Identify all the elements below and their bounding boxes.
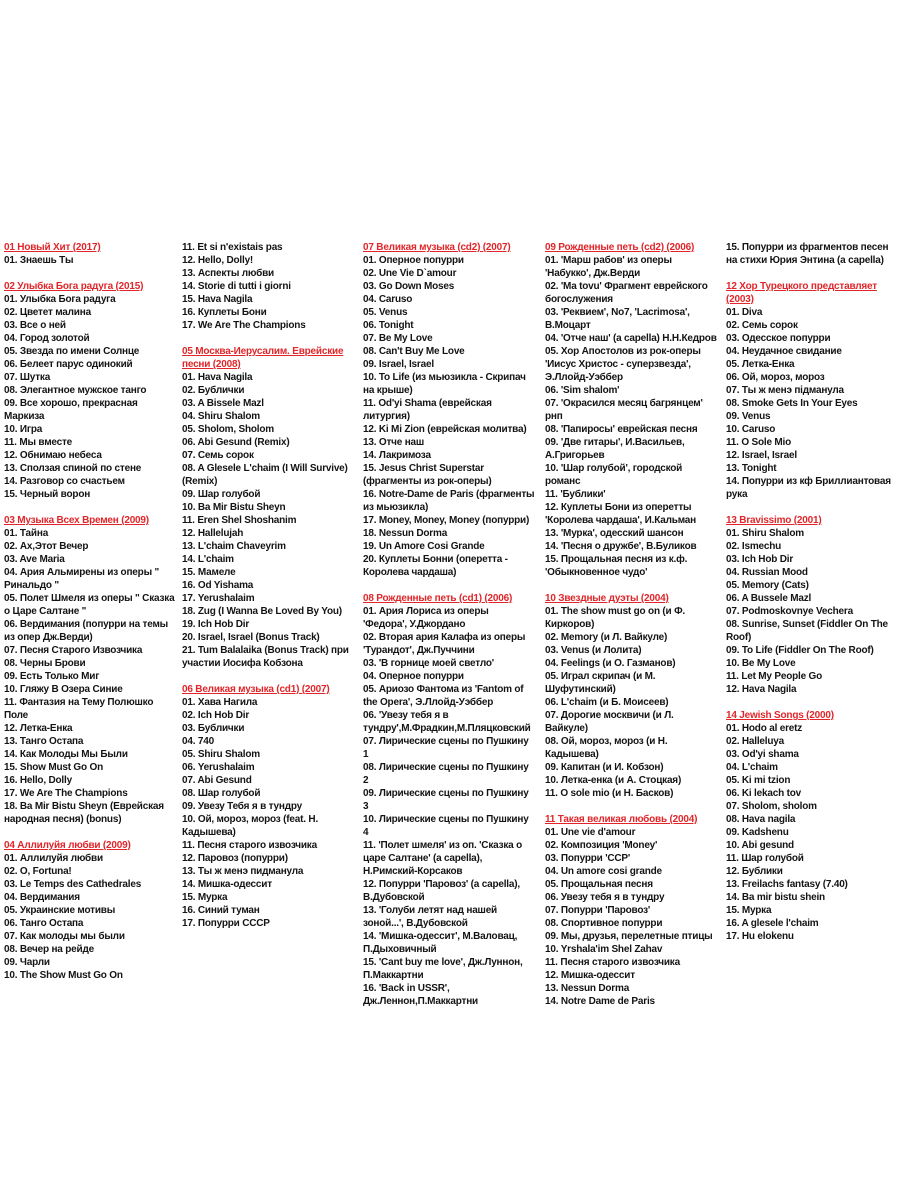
album-title: 05 Москва-Иерусалим. Еврейские песни (2008) <box>182 346 344 370</box>
track-list <box>4 527 176 826</box>
track-item: 05. Sholom, Sholom <box>182 424 274 435</box>
track-item: 08. Hava nagila <box>726 814 796 825</box>
track-item: 02. Ismechu <box>726 541 782 552</box>
track-item: 17. We Are The Champions <box>4 788 128 799</box>
track-item: 13. L'chaim Chaveyrim <box>182 541 286 552</box>
track-item: 01. Ария Лориса из оперы 'Федора', У.Джордано <box>363 606 489 630</box>
track-item: 01. Diva <box>726 307 763 318</box>
track-item: 10. Abi gesund <box>726 840 794 851</box>
album-section <box>726 514 898 696</box>
album-title: 02 Улыбка Бога радуга (2015) <box>4 281 144 292</box>
track-item: 07. Podmoskovnye Vechera <box>726 606 853 617</box>
track-item: 02. Бублички <box>182 385 245 396</box>
track-item: 11. Мы вместе <box>4 437 73 448</box>
track-item: 10. Be My Love <box>726 658 796 669</box>
track-list <box>363 254 535 579</box>
album-title: 09 Рожденные петь (cd2) (2006) <box>545 242 695 253</box>
track-item: 12. Israel, Israel <box>726 450 797 461</box>
album-section <box>182 683 354 930</box>
track-item: 08. Спортивное попурри <box>545 918 663 929</box>
track-item: 01. Аллилуйя любви <box>4 853 103 864</box>
tracklist-sheet <box>4 241 896 1007</box>
section-gap <box>726 267 898 280</box>
section-gap <box>182 332 354 345</box>
track-item: 14. Notre Dame de Paris <box>545 996 655 1007</box>
track-item: 10. Лирические сцены по Пушкину 4 <box>363 814 529 838</box>
track-item: 13. 'Голуби летят над нашей зоной...', В.Дубовской <box>363 905 498 929</box>
track-item: 15. Hava Nagila <box>182 294 253 305</box>
album-section <box>182 345 354 670</box>
track-item: 13. Отче наш <box>363 437 425 448</box>
track-item: 01. Hodo al eretz <box>726 723 803 734</box>
track-item: 10. Caruso <box>726 424 776 435</box>
section-gap <box>4 267 176 280</box>
track-item: 16. Od Yishama <box>182 580 254 591</box>
track-item: 09. Шар голубой <box>182 489 261 500</box>
album-title: 06 Великая музыка (cd1) (2007) <box>182 684 330 695</box>
section-gap <box>363 579 535 592</box>
track-item: 05. Полет Шмеля из оперы " Сказка о Царе Салтане " <box>4 593 175 617</box>
track-item: 13. Nessun Dorma <box>545 983 630 994</box>
album-section <box>726 241 898 267</box>
track-item: 12. Hava Nagila <box>726 684 797 695</box>
track-item: 11. Фантазия на Тему Полюшко Поле <box>4 697 154 721</box>
track-item: 15. Черный ворон <box>4 489 91 500</box>
track-item: 05. Украинские мотивы <box>4 905 116 916</box>
album-section <box>545 813 717 1008</box>
track-item: 07. 'Окрасился месяц багрянцем' рнп <box>545 398 703 422</box>
track-item: 05. Играл скрипач (и М. Шуфутинский) <box>545 671 656 695</box>
track-item: 03. Ave Maria <box>4 554 65 565</box>
album-title: 14 Jewish Songs (2000) <box>726 710 834 721</box>
track-item: 04. Неудачное свидание <box>726 346 842 357</box>
track-list <box>726 527 898 696</box>
album-section <box>4 241 176 267</box>
tracklist-column-1 <box>4 241 176 982</box>
track-item: 10. Yrshala'im Shel Zahav <box>545 944 663 955</box>
track-item: 05. Shiru Shalom <box>182 749 260 760</box>
track-item: 02. Вторая ария Калафа из оперы 'Турандот', Дж.Пуччини <box>363 632 526 656</box>
section-gap <box>545 800 717 813</box>
tracklist-column-2 <box>182 241 354 930</box>
track-item: 08. Smoke Gets In Your Eyes <box>726 398 858 409</box>
track-item: 06. Abi Gesund (Remix) <box>182 437 290 448</box>
track-item: 13. 'Мурка', одесский шансон <box>545 528 684 539</box>
track-item: 14. Storie di tutti i giorni <box>182 281 291 292</box>
track-item: 16. Hello, Dolly <box>4 775 72 786</box>
section-gap <box>726 696 898 709</box>
track-item: 06. 'Увезу тебя я в тундру',М.Фрадкин,М.Пляцковский <box>363 710 531 734</box>
track-item: 15. 'Cant buy me love', Дж.Луннон, П.Маккартни <box>363 957 523 981</box>
album-title: 07 Великая музыка (cd2) (2007) <box>363 242 511 253</box>
track-item: 10. To Life (из мьюзикла - Скрипач на крыше) <box>363 372 526 396</box>
track-item: 04. Оперное попурри <box>363 671 464 682</box>
track-list <box>4 852 176 982</box>
track-item: 07. Лирические сцены по Пушкину 1 <box>363 736 529 760</box>
track-item: 14. 'Мишка-одессит', М.Валовац, П.Дыховичный <box>363 931 518 955</box>
track-item: 08. A Glesele L'chaim (I Will Survive) (Remix) <box>182 463 348 487</box>
track-item: 14. L'chaim <box>182 554 234 565</box>
track-item: 05. Ki mi tzion <box>726 775 791 786</box>
track-item: 06. 'Sim shalom' <box>545 385 620 396</box>
track-item: 14. Ba mir bistu shein <box>726 892 825 903</box>
album-title: 01 Новый Хит (2017) <box>4 242 101 253</box>
track-item: 13. Аспекты любви <box>182 268 274 279</box>
track-item: 04. Feelings (и О. Газманов) <box>545 658 676 669</box>
track-item: 03. 'В горнице моей светло' <box>363 658 494 669</box>
track-item: 08. Черны Брови <box>4 658 86 669</box>
track-item: 09. Мы, друзья, перелетные птицы <box>545 931 713 942</box>
track-list <box>726 306 898 501</box>
track-item: 11. Et si n'existais pas <box>182 242 283 253</box>
track-item: 11. Шар голубой <box>726 853 804 864</box>
track-item: 01. Hava Nagila <box>182 372 253 383</box>
track-item: 12. Мишка-одессит <box>545 970 635 981</box>
album-title: 13 Bravissimo (2001) <box>726 515 822 526</box>
track-list <box>545 605 717 800</box>
track-list <box>545 254 717 579</box>
track-item: 09. Есть Только Миг <box>4 671 100 682</box>
track-item: 13. Ты ж менэ пидманула <box>182 866 304 877</box>
track-item: 13. Танго Остапа <box>4 736 84 747</box>
track-item: 12. Обнимаю небеса <box>4 450 102 461</box>
track-item: 03. Попурри 'CCP' <box>545 853 631 864</box>
track-item: 05. Звезда по имени Солнце <box>4 346 140 357</box>
track-item: 01. Тайна <box>4 528 49 539</box>
track-item: 18. Nessun Dorma <box>363 528 448 539</box>
track-item: 04. 'Отче наш' (a capella) Н.Н.Кедров <box>545 333 717 344</box>
track-item: 07. Be My Love <box>363 333 433 344</box>
track-item: 17. Hu elokenu <box>726 931 794 942</box>
track-item: 08. Ой, мороз, мороз (и Н. Кадышева) <box>545 736 668 760</box>
track-item: 15. Мурка <box>182 892 228 903</box>
track-item: 12. Попурри 'Паровоз' (a capella), В.Дубовской <box>363 879 520 903</box>
track-item: 07. Дорогие москвичи (и Л. Вайкуле) <box>545 710 674 734</box>
track-item: 05. Прощальная песня <box>545 879 653 890</box>
track-item: 05. Memory (Cats) <box>726 580 809 591</box>
section-gap <box>4 501 176 514</box>
track-item: 04. Ария Альмирены из оперы " Ринальдо " <box>4 567 160 591</box>
track-item: 02. Halleluya <box>726 736 784 747</box>
track-item: 15. Jesus Christ Superstar (фрагменты из рок-оперы) <box>363 463 492 487</box>
track-item: 11. Песня старого извозчика <box>545 957 680 968</box>
track-item: 14. Лакримоза <box>363 450 431 461</box>
track-item: 08. Шар голубой <box>182 788 261 799</box>
track-item: 02. Цветет малина <box>4 307 91 318</box>
track-item: 01. Знаешь Ты <box>4 255 74 266</box>
track-item: 03. Od'yi shama <box>726 749 799 760</box>
track-item: 09. 'Две гитары', И.Васильев, А.Григорьев <box>545 437 685 461</box>
album-title: 10 Звездные дуэты (2004) <box>545 593 669 604</box>
track-item: 06. Белеет парус одинокий <box>4 359 133 370</box>
track-item: 05. Хор Апостолов из рок-оперы 'Иисус Христос - суперзвезда', Э.Ллойд-Уэббер <box>545 346 701 383</box>
track-item: 09. Israel, Israel <box>363 359 434 370</box>
track-item: 02. 'Ma tovu' Фрагмент еврейского богослужения <box>545 281 708 305</box>
track-item: 15. Попурри из фрагментов песен на стихи Юрия Энтина (a capella) <box>726 242 889 266</box>
track-item: 02. Ах,Этот Вечер <box>4 541 89 552</box>
album-title: 08 Рожденные петь (cd1) (2006) <box>363 593 513 604</box>
track-list <box>726 241 898 267</box>
track-item: 01. Une vie d'amour <box>545 827 636 838</box>
track-item: 10. Игра <box>4 424 43 435</box>
track-item: 08. Can't Buy Me Love <box>363 346 465 357</box>
track-item: 01. 'Марш рабов' из оперы 'Набукко', Дж.Верди <box>545 255 672 279</box>
album-title: 04 Аллилуйя любви (2009) <box>4 840 131 851</box>
track-item: 11. Od'yi Shama (еврейская литургия) <box>363 398 492 422</box>
track-item: 01. Оперное попурри <box>363 255 464 266</box>
track-item: 04. Russian Mood <box>726 567 808 578</box>
track-item: 17. Попурри СССР <box>182 918 270 929</box>
track-item: 04. Город золотой <box>4 333 90 344</box>
section-gap <box>182 670 354 683</box>
album-title: 03 Музыка Всех Времен (2009) <box>4 515 149 526</box>
track-item: 11. O sole mio (и Н. Басков) <box>545 788 674 799</box>
section-gap <box>545 579 717 592</box>
track-item: 13. Сползая спиной по стене <box>4 463 142 474</box>
track-item: 05. Летка-Енка <box>726 359 795 370</box>
track-item: 20. Israel, Israel (Bonus Track) <box>182 632 320 643</box>
track-item: 08. 'Папиросы' еврейская песня <box>545 424 698 435</box>
tracklist-column-4 <box>545 241 717 1008</box>
track-item: 14. Попурри из кф Бриллиантовая рука <box>726 476 891 500</box>
track-item: 07. Семь сорок <box>182 450 254 461</box>
track-item: 07. Ты ж менэ пiдманула <box>726 385 844 396</box>
track-item: 03. Go Down Moses <box>363 281 455 292</box>
track-list <box>726 722 898 943</box>
album-section <box>726 280 898 501</box>
track-item: 12. Hallelujah <box>182 528 244 539</box>
track-item: 10. The Show Must Go On <box>4 970 123 981</box>
track-item: 01. Shiru Shalom <box>726 528 804 539</box>
track-item: 09. Kadshenu <box>726 827 789 838</box>
track-item: 11. 'Бублики' <box>545 489 606 500</box>
track-item: 02. O, Fortuna! <box>4 866 72 877</box>
track-item: 09. Все хорошо, прекрасная Маркиза <box>4 398 138 422</box>
track-item: 06. Yerushalaim <box>182 762 255 773</box>
track-list <box>4 254 176 267</box>
track-item: 16. Notre-Dame de Paris (фрагменты из мьюзикла) <box>363 489 535 513</box>
track-item: 06. A Bussele Mazl <box>726 593 812 604</box>
track-item: 09. Venus <box>726 411 771 422</box>
track-item: 06. L'chaim (и Б. Моисеев) <box>545 697 669 708</box>
album-section <box>182 241 354 332</box>
track-item: 14. Разговор со счастьем <box>4 476 125 487</box>
track-item: 03. Все о ней <box>4 320 66 331</box>
track-item: 01. Улыбка Бога радуга <box>4 294 116 305</box>
track-item: 16. A glesele l'chaim <box>726 918 819 929</box>
track-item: 19. Un Amore Cosi Grande <box>363 541 485 552</box>
track-item: 06. Вердимания (попурри на темы из опер Дж.Верди) <box>4 619 168 643</box>
track-item: 16. Синий туман <box>182 905 260 916</box>
album-title: 11 Такая великая любовь (2004) <box>545 814 698 825</box>
track-item: 06. Ой, мороз, мороз <box>726 372 825 383</box>
track-item: 12. Летка-Енка <box>4 723 73 734</box>
track-item: 06. Увезу тебя я в тундру <box>545 892 665 903</box>
track-item: 03. Ich Hob Dir <box>726 554 794 565</box>
track-item: 07. Попурри 'Паровоз' <box>545 905 651 916</box>
track-item: 04. Shiru Shalom <box>182 411 260 422</box>
track-item: 14. Мишка-одессит <box>182 879 272 890</box>
track-item: 07. Шутка <box>4 372 51 383</box>
tracklist-column-5 <box>726 241 898 943</box>
album-section <box>545 241 717 579</box>
track-item: 15. Мамеле <box>182 567 236 578</box>
track-item: 04. 740 <box>182 736 214 747</box>
track-item: 14. Как Молоды Мы Были <box>4 749 128 760</box>
track-item: 14. 'Песня о дружбе', В.Буликов <box>545 541 697 552</box>
track-item: 02. Композиция 'Money' <box>545 840 658 851</box>
track-item: 17. Money, Money, Money (попурри) <box>363 515 530 526</box>
track-item: 19. Ich Hob Dir <box>182 619 250 630</box>
track-item: 17. We Are The Champions <box>182 320 306 331</box>
album-section <box>4 280 176 501</box>
track-item: 18. Zug (I Wanna Be Loved By You) <box>182 606 342 617</box>
track-item: 12. Ki Mi Zion (еврейская молитва) <box>363 424 527 435</box>
track-item: 06. Tonight <box>363 320 414 331</box>
track-list <box>182 241 354 332</box>
track-item: 03. A Bissele Mazl <box>182 398 264 409</box>
track-item: 12. Бублики <box>726 866 783 877</box>
track-item: 09. Лирические сцены по Пушкину 3 <box>363 788 529 812</box>
section-gap <box>726 501 898 514</box>
track-item: 07. Sholom, sholom <box>726 801 817 812</box>
track-item: 08. Элегантное мужское танго <box>4 385 147 396</box>
album-section <box>545 592 717 800</box>
track-item: 11. Песня старого извозчика <box>182 840 317 851</box>
track-item: 07. Как молоды мы были <box>4 931 125 942</box>
track-item: 02. Une Vie D`amour <box>363 268 457 279</box>
track-item: 15. Show Must Go On <box>4 762 103 773</box>
album-section <box>4 514 176 826</box>
track-item: 05. Ариозо Фантома из 'Fantom of the Opera', Э.Ллойд-Уэббер <box>363 684 524 708</box>
album-section <box>4 839 176 982</box>
track-item: 13. Freilachs fantasy (7.40) <box>726 879 848 890</box>
track-item: 11. 'Полет шмеля' из оп. 'Сказка о царе Салтане' (a capella), Н.Римский-Корсаков <box>363 840 523 877</box>
track-item: 21. Tum Balalaika (Bonus Track) при участии Иосифа Кобзона <box>182 645 349 669</box>
track-item: 04. L'chaim <box>726 762 778 773</box>
track-item: 04. Un amore cosi grande <box>545 866 662 877</box>
track-item: 02. Семь сорок <box>726 320 798 331</box>
track-item: 03. Бублички <box>182 723 245 734</box>
track-item: 12. Паровоз (попурри) <box>182 853 288 864</box>
track-item: 17. Yerushalaim <box>182 593 255 604</box>
track-item: 05. Venus <box>363 307 408 318</box>
track-item: 09. Капитан (и И. Кобзон) <box>545 762 664 773</box>
track-item: 03. Le Temps des Cathedrales <box>4 879 142 890</box>
album-section <box>363 241 535 579</box>
tracklist-column-3 <box>363 241 535 1008</box>
track-item: 10. Ой, мороз, мороз (feat. Н. Кадышева) <box>182 814 319 838</box>
track-item: 15. Мурка <box>726 905 772 916</box>
track-item: 06. Танго Остапа <box>4 918 84 929</box>
track-item: 12. Куплеты Бони из оперетты 'Королева чардаша', И.Кальман <box>545 502 696 526</box>
track-item: 03. Venus (и Лолита) <box>545 645 642 656</box>
track-item: 09. Увезу Тебя я в тундру <box>182 801 303 812</box>
track-item: 08. Вечер на рейде <box>4 944 94 955</box>
track-item: 16. Куплеты Бони <box>182 307 267 318</box>
track-item: 06. Ki lekach tov <box>726 788 801 799</box>
track-item: 01. Хава Нагила <box>182 697 258 708</box>
track-item: 04. Вердимания <box>4 892 80 903</box>
track-item: 08. Sunrise, Sunset (Fiddler On The Roof) <box>726 619 888 643</box>
track-item: 01. The show must go on (и Ф. Киркоров) <box>545 606 686 630</box>
track-item: 13. Tonight <box>726 463 777 474</box>
track-item: 08. Лирические сцены по Пушкину 2 <box>363 762 529 786</box>
track-item: 02. Ich Hob Dir <box>182 710 250 721</box>
album-section <box>726 709 898 943</box>
track-item: 10. 'Шар голубой', городской романс <box>545 463 683 487</box>
section-gap <box>4 826 176 839</box>
track-list <box>182 371 354 670</box>
track-item: 02. Memory (и Л. Вайкуле) <box>545 632 668 643</box>
track-list <box>182 696 354 930</box>
track-item: 11. Eren Shel Shoshanim <box>182 515 297 526</box>
track-item: 09. To Life (Fiddler On The Roof) <box>726 645 874 656</box>
track-item: 16. 'Back in USSR', Дж.Леннон,П.Маккартни <box>363 983 478 1007</box>
track-item: 11. O Sole Mio <box>726 437 791 448</box>
track-item: 10. Гляжу В Озера Синие <box>4 684 123 695</box>
track-item: 03. Одесское попурри <box>726 333 831 344</box>
track-item: 10. Летка-енка (и А. Стоцкая) <box>545 775 682 786</box>
track-item: 15. Прощальная песня из к.ф. 'Обыкновенное чудо' <box>545 554 688 578</box>
track-list <box>545 826 717 1008</box>
track-item: 07. Песня Старого Извозчика <box>4 645 143 656</box>
track-item: 18. Ba Mir Bistu Sheyn (Еврейская народная песня) (bonus) <box>4 801 164 825</box>
album-section <box>363 592 535 1008</box>
track-list <box>363 605 535 1008</box>
album-title: 12 Хор Турецкого представляет (2003) <box>726 281 877 305</box>
track-item: 04. Caruso <box>363 294 413 305</box>
track-item: 07. Abi Gesund <box>182 775 252 786</box>
track-item: 09. Чарли <box>4 957 50 968</box>
track-item: 11. Let My People Go <box>726 671 823 682</box>
track-item: 12. Hello, Dolly! <box>182 255 254 266</box>
track-list <box>4 293 176 501</box>
track-item: 20. Куплеты Бонни (оперетта - Королева чардаша) <box>363 554 508 578</box>
track-item: 03. 'Реквием', No7, 'Lacrimosa', В.Моцарт <box>545 307 690 331</box>
track-item: 10. Ba Mir Bistu Sheyn <box>182 502 286 513</box>
